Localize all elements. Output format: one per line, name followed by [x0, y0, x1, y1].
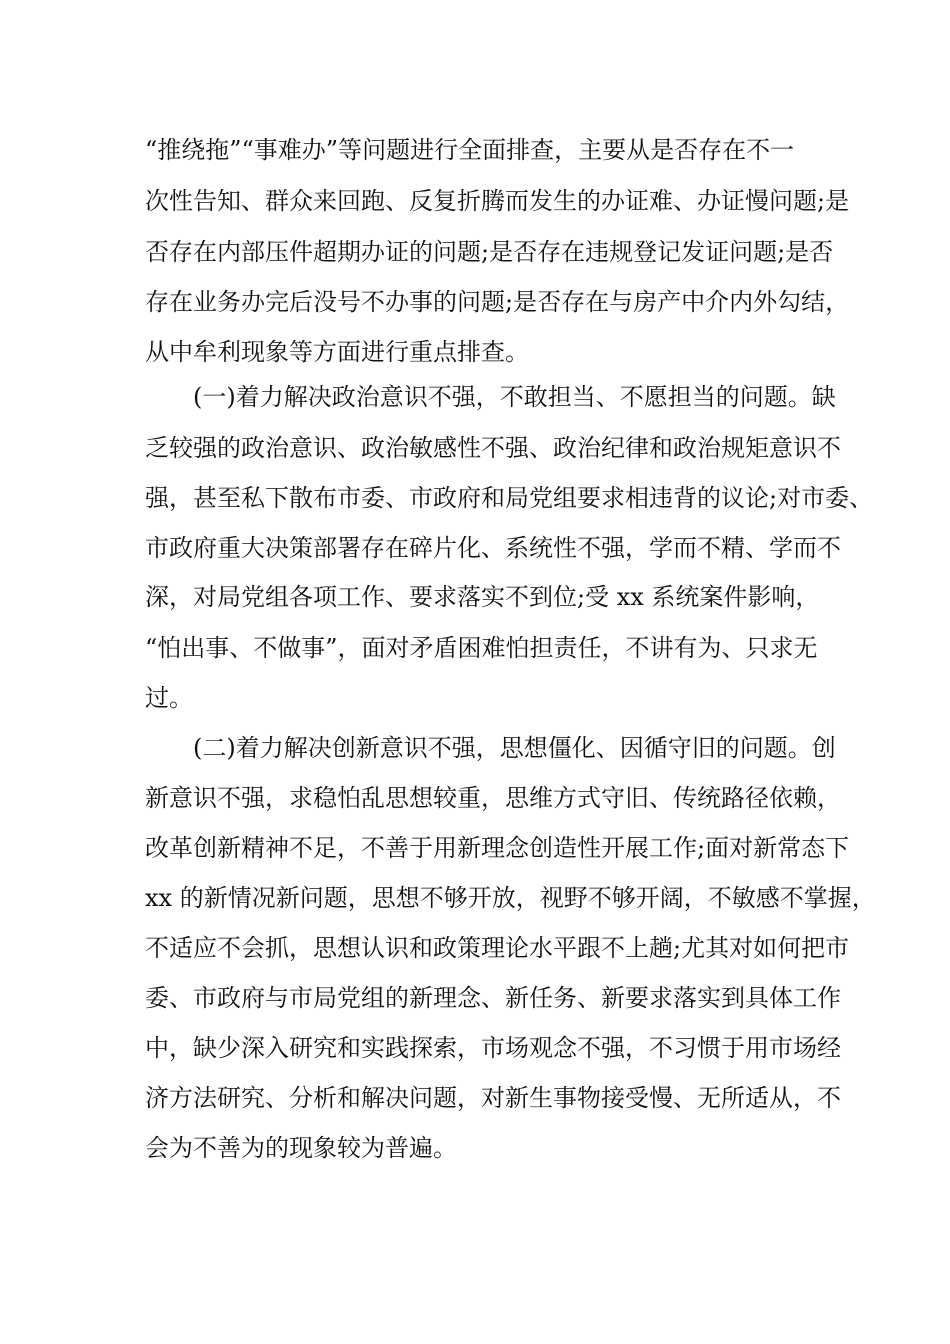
text-line: 从中牟利现象等方面进行重点排查。	[145, 338, 529, 366]
text-line: 强，甚至私下散布市委、市政府和局党组要求相违背的议论;对市委、	[145, 484, 874, 512]
text-line: 中，缺少深入研究和实践探索，市场观念不强，不习惯于用市场经	[145, 1034, 841, 1062]
text-line: (一)着力解决政治意识不强，不敢担当、不愿担当的问题。缺	[145, 383, 836, 411]
text-line: 否存在内部压件超期办证的问题;是否存在违规登记发证问题;是否	[145, 238, 834, 266]
text-line: 深，对局党组各项工作、要求落实不到位;受 xx 系统案件影响，	[145, 583, 820, 611]
text-line: 不适应不会抓，思想认识和政策理论水平跟不上趟;尤其对如何把市	[145, 934, 850, 962]
text-line: (二)着力解决创新意识不强，思想僵化、因循守旧的问题。创	[145, 734, 836, 762]
text-line: 次性告知、群众来回跑、反复折腾而发生的办证难、办证慢问题;是	[145, 187, 850, 215]
text-line: 改革创新精神不足，不善于用新理念创造性开展工作;面对新常态下	[145, 834, 850, 862]
text-line: xx 的新情况新问题，思想不够开放，视野不够开阔，不敏感不掌握，	[145, 884, 876, 912]
text-line: 过。	[145, 684, 193, 712]
text-line: 新意识不强，求稳怕乱思想较重，思维方式守旧、传统路径依赖，	[145, 784, 841, 812]
text-line: 市政府重大决策部署存在碎片化、系统性不强，学而不精、学而不	[145, 534, 841, 562]
text-line: 乏较强的政治意识、政治敏感性不强、政治纪律和政治规矩意识不	[145, 434, 841, 462]
text-line: 会为不善为的现象较为普遍。	[145, 1134, 457, 1162]
text-line: 委、市政府与市局党组的新理念、新任务、新要求落实到具体工作	[145, 984, 841, 1012]
text-line: “怕出事、不做事”，面对矛盾困难怕担责任，不讲有为、只求无	[145, 634, 818, 662]
text-line: “推绕拖”“事难办”等问题进行全面排查，主要从是否存在不一	[145, 136, 795, 164]
text-line: 存在业务办完后没号不办事的问题;是否存在与房产中介内外勾结，	[145, 288, 850, 316]
text-line: 济方法研究、分析和解决问题，对新生事物接受慢、无所适从，不	[145, 1084, 841, 1112]
